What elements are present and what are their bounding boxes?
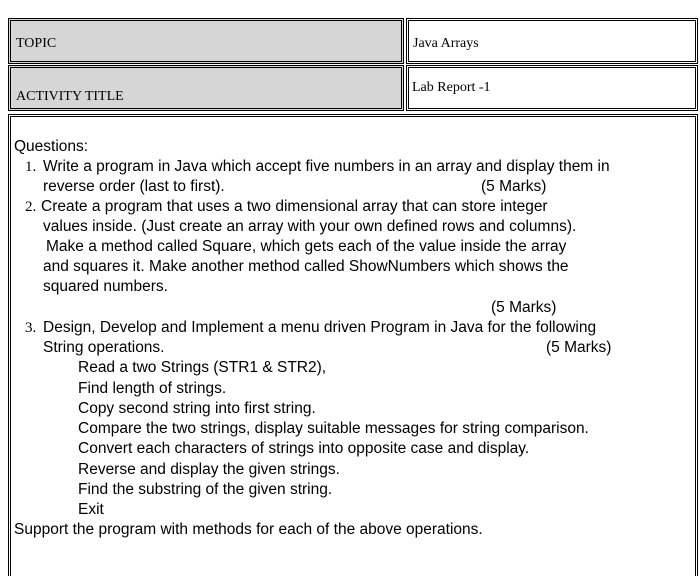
q2-line1: Create a program that uses a two dimensional array that can store integer (41, 198, 548, 215)
q3-item: Convert each characters of strings into opposite case and display. (78, 440, 530, 457)
q3-item: Exit (78, 501, 104, 518)
q3-item: Copy second string into first string. (78, 400, 316, 417)
q2-line3: Make a method called Square, which gets each of the value inside the array (46, 238, 567, 255)
topic-row (8, 18, 698, 64)
activity-value: Lab Report -1 (412, 80, 491, 95)
q1-number: 1. (25, 159, 37, 175)
q3-item: Reverse and display the given strings. (78, 461, 340, 478)
q3-item: Find the substring of the given string. (78, 481, 333, 498)
topic-value: Java Arrays (413, 36, 479, 51)
q2-number: 2. (25, 199, 37, 215)
q2-line2: values inside. (Just create an array with your own defined rows and columns). (43, 218, 577, 235)
q2-marks: (5 Marks) (491, 299, 557, 316)
q2-line4: and squares it. Make another method called ShowNumbers which shows the (43, 258, 569, 275)
q1-line1: Write a program in Java which accept five numbers in an array and display them in (43, 158, 610, 175)
q2-line5: squared numbers. (43, 278, 168, 295)
questions-box (8, 114, 698, 576)
q3-footer: Support the program with methods for each of the above operations. (14, 521, 483, 538)
activity-row (8, 65, 698, 111)
q3-line1: Design, Develop and Implement a menu driven Program in Java for the following (43, 319, 597, 336)
topic-label-cell (8, 18, 404, 64)
topic-label: TOPIC (16, 36, 57, 51)
q1-marks: (5 Marks) (481, 178, 547, 195)
q3-number: 3. (25, 320, 37, 336)
q3-item: Compare the two strings, display suitable messages for string comparison. (78, 420, 589, 437)
q1-line2: reverse order (last to first). (43, 178, 225, 195)
topic-value-cell (406, 18, 698, 64)
q3-marks: (5 Marks) (546, 339, 612, 356)
activity-label-cell (8, 65, 404, 111)
activity-value-cell (406, 65, 698, 111)
activity-label: ACTIVITY TITLE (16, 89, 124, 104)
questions-heading: Questions: (14, 138, 89, 155)
q3-item: Find length of strings. (78, 380, 227, 397)
q3-line2: String operations. (43, 339, 165, 356)
q3-item: Read a two Strings (STR1 & STR2), (78, 359, 327, 376)
